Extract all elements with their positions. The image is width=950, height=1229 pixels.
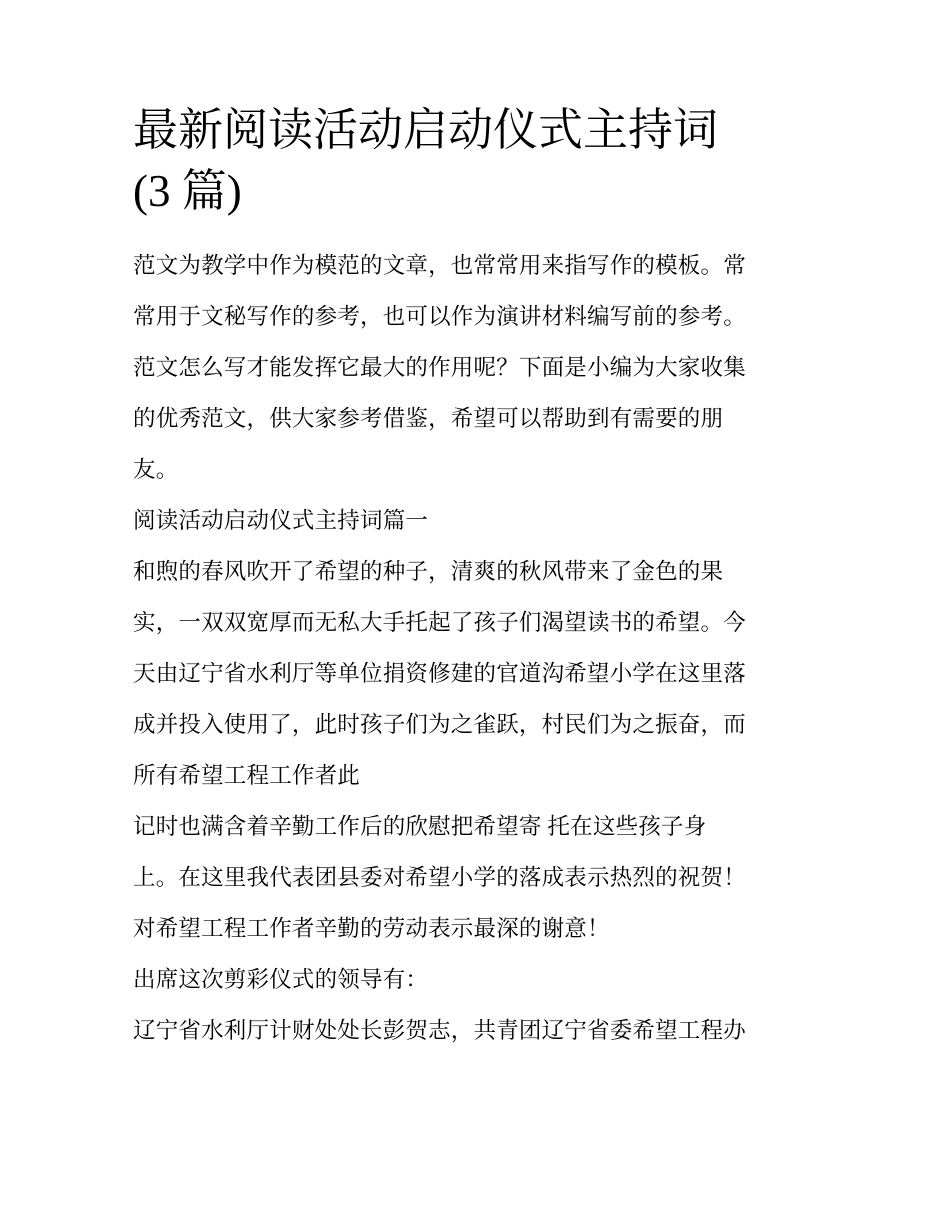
paragraph-line: 范文为教学中作为模范的文章，也常常用来指写作的模板。常 bbox=[133, 252, 746, 278]
page-title-line-2: (3 篇) bbox=[133, 165, 242, 216]
paragraph-line: 上。在这里我代表团县委对希望小学的落成表示热烈的祝贺！ bbox=[133, 864, 746, 890]
body-paragraph-2 bbox=[133, 801, 820, 954]
paragraph-line: 范文怎么写才能发挥它最大的作用呢？下面是小编为大家收集 bbox=[133, 354, 746, 380]
paragraph-line: 和煦的春风吹开了希望的种子，清爽的秋风带来了金色的果 bbox=[133, 558, 724, 584]
paragraph-line: 友。 bbox=[133, 456, 179, 482]
paragraph-line: 对希望工程工作者辛勤的劳动表示最深的谢意！ bbox=[133, 915, 610, 941]
paragraph-line: 阅读活动启动仪式主持词篇一 bbox=[133, 507, 429, 533]
paragraph-line: 出席这次剪彩仪式的领导有： bbox=[133, 966, 429, 992]
paragraph-line: 记时也满含着辛勤工作后的欣慰把希望寄 托在这些孩子身 bbox=[133, 813, 707, 839]
section-heading-paragraph bbox=[133, 495, 820, 546]
paragraph-line: 成并投入使用了，此时孩子们为之雀跃，村民们为之振奋，而 bbox=[133, 711, 746, 737]
paragraph-line: 实，一双双宽厚而无私大手托起了孩子们渴望读书的希望。今 bbox=[133, 609, 746, 635]
page-title bbox=[133, 100, 820, 222]
page-title-line-1: 最新阅读活动启动仪式主持词 bbox=[133, 105, 719, 155]
body-paragraph-1 bbox=[133, 546, 820, 801]
intro-paragraph bbox=[133, 240, 820, 495]
paragraph-line: 所有希望工程工作者此 bbox=[133, 762, 361, 788]
paragraph-line: 常用于文秘写作的参考，也可以作为演讲材料编写前的参考。 bbox=[133, 303, 746, 329]
paragraph-line: 辽宁省水利厅计财处处长彭贺志，共青团辽宁省委希望工程办 bbox=[133, 1017, 746, 1043]
paragraph-line: 的优秀范文，供大家参考借鉴，希望可以帮助到有需要的朋 bbox=[133, 405, 724, 431]
paragraph-line: 天由辽宁省水利厅等单位捐资修建的官道沟希望小学在这里落 bbox=[133, 660, 746, 686]
body-paragraph-3 bbox=[133, 954, 820, 1005]
body-paragraph-4 bbox=[133, 1005, 820, 1056]
